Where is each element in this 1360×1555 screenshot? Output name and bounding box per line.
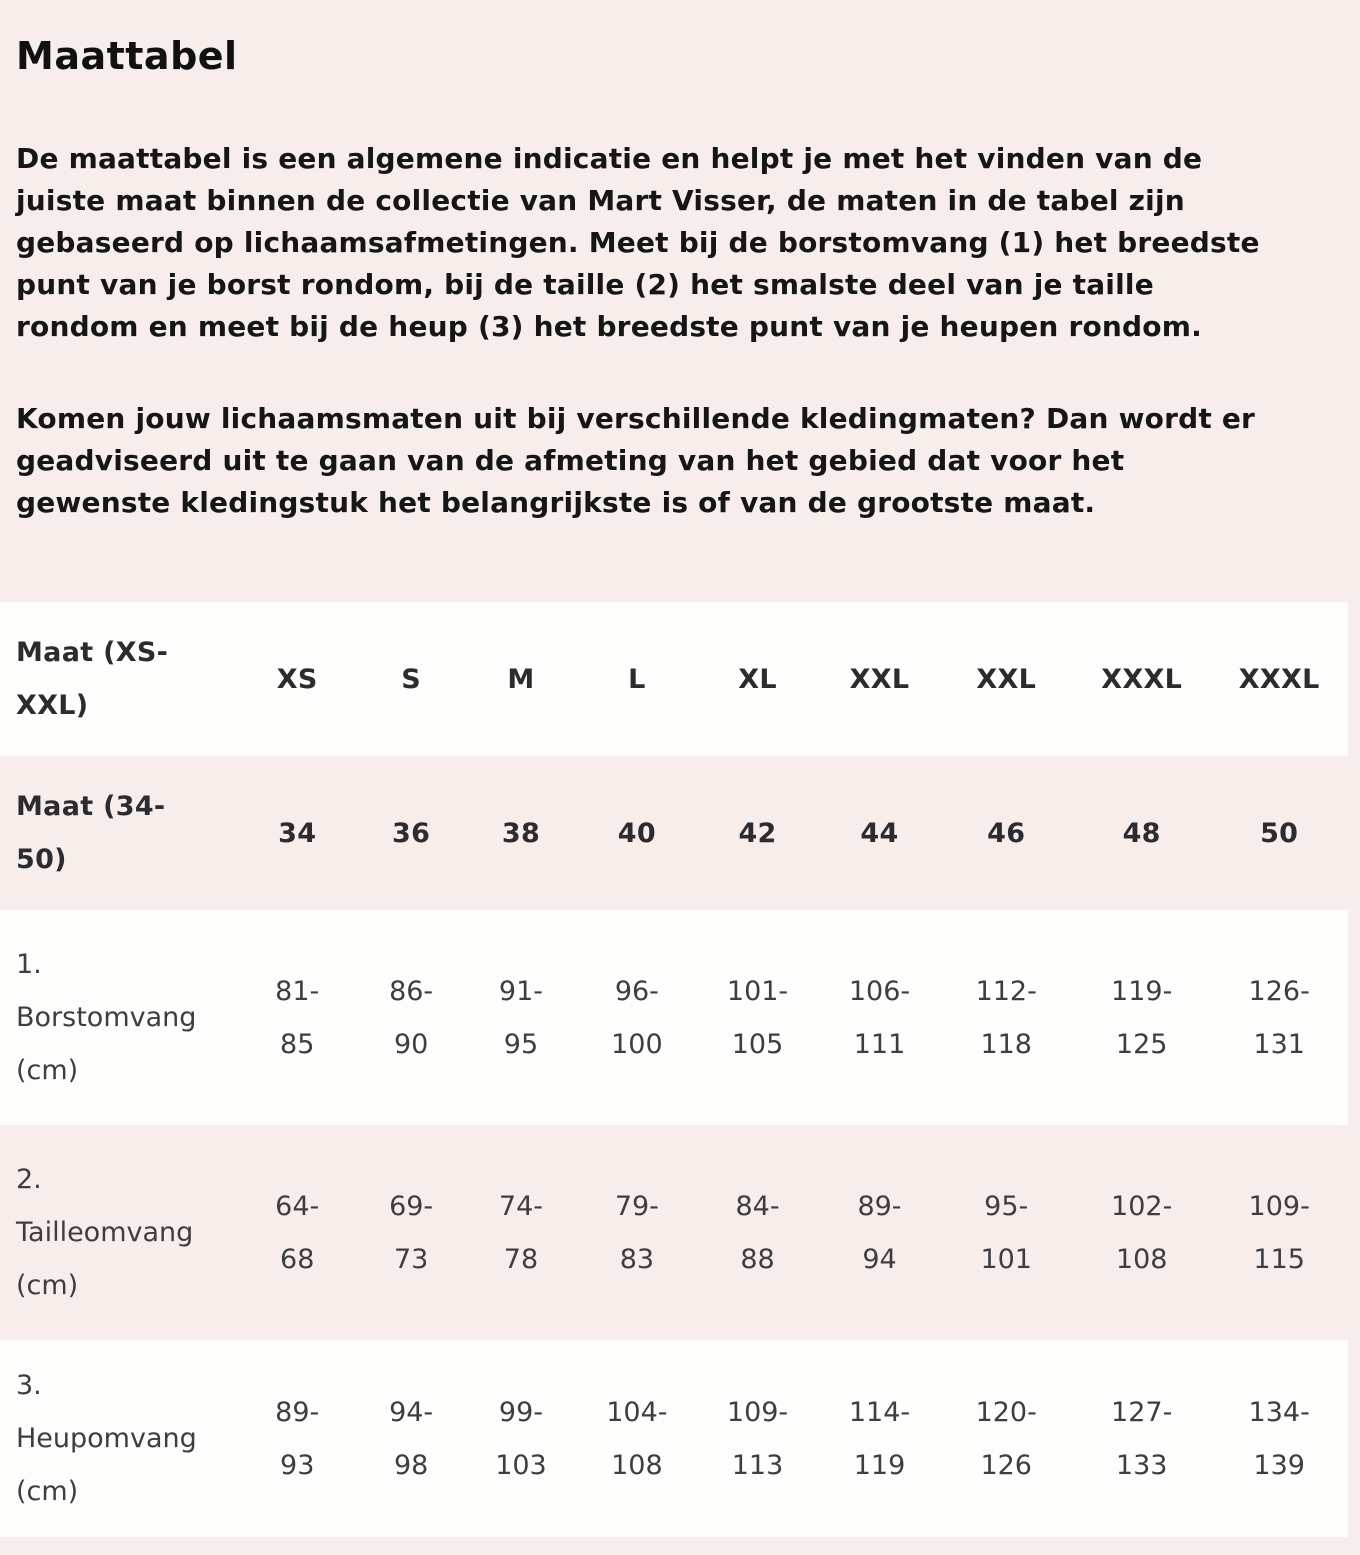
value-cell-heupomvang-col8: 127- 133 — [1111, 1396, 1173, 1481]
value-cell-borstomvang-col5: 101- 105 — [726, 975, 789, 1060]
value-cell-heupomvang-col4: 104- 108 — [606, 1396, 668, 1481]
value-cell-maat-letters-col4: L — [628, 663, 646, 695]
value-cell-tailleomvang-col1: 64- 68 — [275, 1190, 320, 1275]
value-cell-borstomvang-col8: 119- 125 — [1111, 975, 1173, 1060]
value-cell-heupomvang-col9: 134- 139 — [1248, 1396, 1310, 1481]
value-cell-maat-nummers-col5: 42 — [738, 817, 777, 849]
value-cell-maat-letters-col3: M — [507, 663, 535, 695]
value-cell-maat-letters-col7: XXL — [976, 663, 1037, 695]
value-cell-borstomvang-col1: 81- 85 — [275, 975, 320, 1060]
value-cell-heupomvang-col3: 99- 103 — [495, 1396, 547, 1481]
paragraph-line: geadviseerd uit te gaan van de afmeting van het gebied dat voor het — [16, 444, 1125, 477]
intro-paragraph-2 — [16, 398, 1360, 524]
value-cell-borstomvang-col7: 112- 118 — [975, 975, 1037, 1060]
value-cell-heupomvang-col6: 114- 119 — [848, 1396, 911, 1481]
paragraph-line: De maattabel is een algemene indicatie en helpt je met het vinden van de — [16, 142, 1203, 175]
value-cell-tailleomvang-col2: 69- 73 — [389, 1190, 434, 1275]
value-cell-heupomvang-col1: 89- 93 — [275, 1396, 320, 1481]
value-cell-heupomvang-col2: 94- 98 — [389, 1396, 434, 1481]
value-cell-tailleomvang-col6: 89- 94 — [857, 1190, 902, 1275]
value-cell-maat-nummers-col9: 50 — [1260, 817, 1299, 849]
value-cell-tailleomvang-col4: 79- 83 — [614, 1190, 659, 1275]
paragraph-line: punt van je borst rondom, bij de taille (2) het smalste deel van je taille — [16, 268, 1154, 301]
paragraph-line: gewenste kledingstuk het belangrijkste is of van de grootste maat. — [16, 486, 1096, 519]
value-cell-maat-nummers-col4: 40 — [617, 817, 656, 849]
row-label-maat-letters: Maat (XS- XXL) — [16, 637, 169, 721]
value-cell-tailleomvang-col9: 109- 115 — [1248, 1190, 1310, 1275]
value-cell-borstomvang-col4: 96- 100 — [611, 975, 663, 1060]
row-label-maat-nummers: Maat (34- 50) — [16, 791, 166, 875]
value-cell-tailleomvang-col5: 84- 88 — [735, 1190, 780, 1275]
paragraph-line: rondom en meet bij de heup (3) het breedste punt van je heupen rondom. — [16, 310, 1202, 343]
value-cell-maat-nummers-col2: 36 — [392, 817, 431, 849]
value-cell-maat-nummers-col7: 46 — [987, 817, 1026, 849]
row-label-tailleomvang: 2. Tailleomvang (cm) — [16, 1164, 194, 1301]
table-row-maat-nummers — [0, 756, 1348, 910]
value-cell-heupomvang-col5: 109- 113 — [726, 1396, 789, 1481]
size-table — [0, 602, 1348, 1537]
table-row-heupomvang — [0, 1340, 1348, 1537]
value-cell-maat-letters-col6: XXL — [849, 663, 910, 695]
table-row-tailleomvang — [0, 1125, 1348, 1340]
value-cell-maat-nummers-col6: 44 — [860, 817, 899, 849]
value-cell-maat-letters-col2: S — [401, 663, 421, 695]
intro-paragraph-1 — [16, 138, 1360, 348]
value-cell-tailleomvang-col8: 102- 108 — [1111, 1190, 1173, 1275]
page-title: Maattabel — [16, 34, 238, 78]
row-label-heupomvang: 3. Heupomvang (cm) — [16, 1370, 197, 1507]
paragraph-line: juiste maat binnen de collectie van Mart Visser, de maten in de tabel zijn — [16, 184, 1185, 217]
value-cell-maat-nummers-col8: 48 — [1122, 817, 1161, 849]
value-cell-maat-letters-col9: XXXL — [1238, 663, 1320, 695]
value-cell-maat-letters-col5: XL — [738, 663, 777, 695]
value-cell-borstomvang-col6: 106- 111 — [848, 975, 911, 1060]
intro-section — [0, 0, 1360, 524]
table-row-maat-letters — [0, 602, 1348, 756]
value-cell-borstomvang-col2: 86- 90 — [389, 975, 434, 1060]
value-cell-maat-letters-col8: XXXL — [1101, 663, 1183, 695]
value-cell-borstomvang-col9: 126- 131 — [1248, 975, 1310, 1060]
value-cell-maat-nummers-col3: 38 — [501, 817, 541, 849]
row-label-borstomvang: 1. Borstomvang (cm) — [16, 949, 197, 1086]
value-cell-maat-nummers-col1: 34 — [278, 817, 317, 849]
table-row-borstomvang — [0, 910, 1348, 1125]
value-cell-borstomvang-col3: 91- 95 — [498, 975, 544, 1060]
value-cell-maat-letters-col1: XS — [276, 663, 318, 695]
value-cell-tailleomvang-col3: 74- 78 — [498, 1190, 544, 1275]
paragraph-line: Komen jouw lichaamsmaten uit bij verschillende kledingmaten? Dan wordt er — [16, 402, 1256, 435]
paragraph-line: gebaseerd op lichaamsafmetingen. Meet bij de borstomvang (1) het breedste — [16, 226, 1260, 259]
value-cell-heupomvang-col7: 120- 126 — [975, 1396, 1037, 1481]
value-cell-tailleomvang-col7: 95- 101 — [980, 1190, 1032, 1275]
